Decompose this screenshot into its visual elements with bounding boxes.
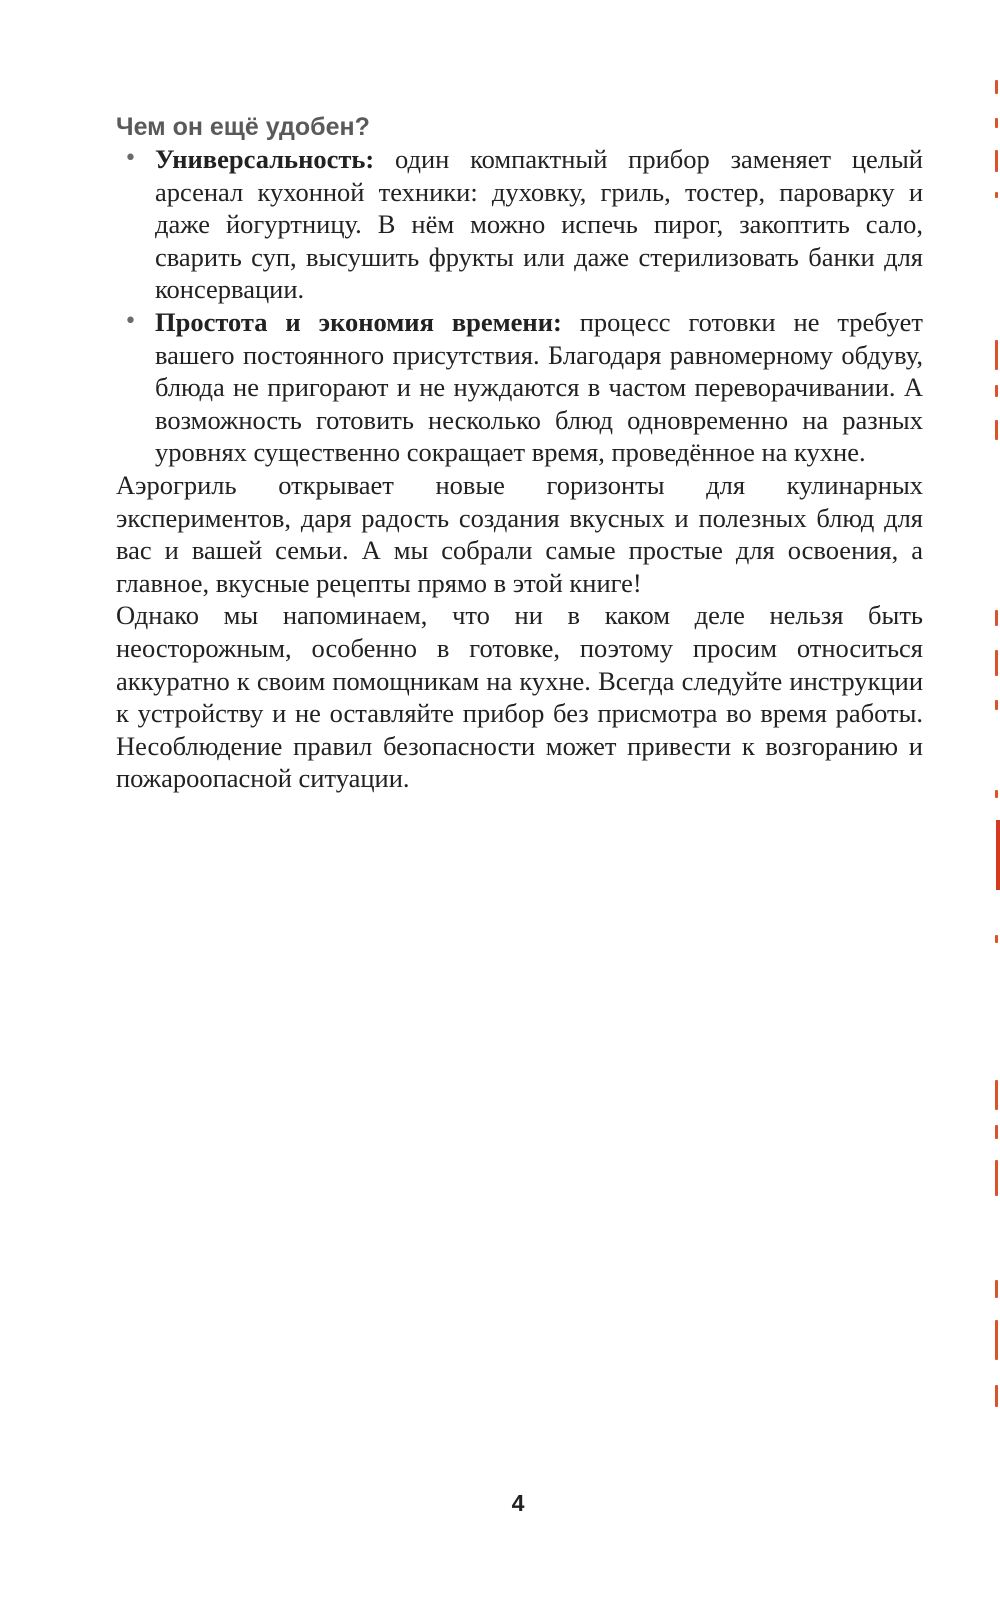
edge-mark	[995, 610, 998, 626]
edge-mark	[995, 700, 998, 710]
section-heading: Чем он ещё удобен?	[116, 113, 370, 141]
edge-mark	[995, 118, 998, 128]
page-edge-decoration	[978, 0, 1000, 1615]
edge-mark	[995, 1125, 998, 1139]
edge-mark	[995, 790, 998, 798]
edge-mark	[996, 820, 1000, 890]
edge-mark	[995, 1385, 998, 1407]
feature-term: Универсальность:	[155, 144, 375, 174]
list-item	[116, 143, 923, 306]
body-paragraph: Аэрогриль открывает новые горизонты для кулинарных экспериментов, даря радость создания вкусных и полезных блюд для вас и вашей семьи. А мы собрали самые простые для освоения, а главное, вкусные рецепты прямо в этой книге!	[116, 469, 923, 598]
page-number: 4	[511, 1490, 525, 1516]
edge-mark	[995, 385, 998, 397]
edge-mark	[995, 935, 998, 943]
feature-list	[116, 143, 923, 469]
body-paragraph: Однако мы напоминаем, что ни в каком деле нельзя быть неосторожным, особенно в готовке, поэтому просим относиться аккуратно к своим помощникам на кухне. Всегда следуйте инструкции к устройству и не оставляйте прибор без присмотра во время работы. Несоблюдение правил безопасности может привести к возгоранию и пожароопасной ситуации.	[116, 600, 923, 794]
edge-mark	[995, 650, 998, 676]
bullet-icon: •	[124, 308, 137, 334]
edge-mark	[995, 1320, 998, 1360]
edge-mark	[995, 80, 998, 94]
feature-text: один компактный прибор заменяет целый арсенал кухонной техники: духовку, гриль, тостер, пароварку и даже йогуртницу. В нём можно испечь пирог, закоптить сало, сварить суп, высушить фрукты или даже стерилизовать банки для консервации.	[155, 144, 923, 305]
feature-text: процесс готовки не требует вашего постоянного присутствия. Благодаря равномерному обдуву, блюда не пригорают и не нуждаются в частом переворачивании. А возможность готовить несколько блюд одновременно на разных уровнях существенно сокращает время, проведённое на кухне.	[155, 306, 924, 468]
edge-mark	[995, 1160, 998, 1196]
list-item	[116, 306, 923, 469]
edge-mark	[995, 150, 998, 172]
page-content	[116, 111, 923, 795]
edge-mark	[995, 340, 998, 370]
bullet-icon: •	[124, 146, 137, 171]
edge-mark	[995, 420, 998, 440]
feature-term: Простота и экономия времени:	[155, 306, 562, 337]
edge-mark	[995, 1280, 998, 1298]
edge-mark	[995, 1080, 998, 1110]
edge-mark	[995, 192, 998, 198]
